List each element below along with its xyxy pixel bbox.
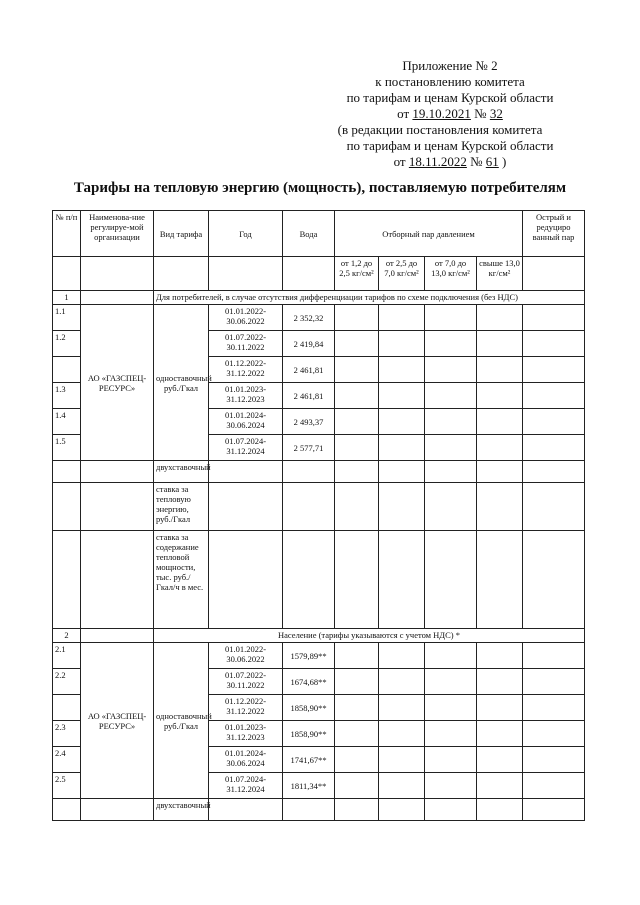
col-year: Год [209,211,283,257]
empty-cell [335,305,379,331]
empty-cell [425,383,477,409]
row-num: 2.3 [53,721,81,747]
tariff-type: одноставочный руб./Гкал [154,305,209,461]
tariff-type: одноставочный руб./Гкал [154,643,209,799]
decree-date: 19.10.2021 [412,106,471,121]
header-line: (в редакции постановления комитета [337,122,543,137]
header-row [53,211,585,257]
empty-cell [335,695,379,721]
empty-cell [209,483,283,531]
empty-cell [425,773,477,799]
empty-cell [81,531,154,629]
period: 01.07.2022-30.11.2022 [209,669,283,695]
empty-cell [283,531,335,629]
col-sharp: Острый и редуциро ванный пар [523,211,585,257]
empty-cell [379,799,425,821]
empty-cell [283,799,335,821]
org-name: АО «ГАЗСПЕЦ-РЕСУРС» [81,305,154,461]
empty-cell [81,629,154,643]
empty-cell [425,669,477,695]
water-value: 1858,90** [283,721,335,747]
empty-cell [477,531,523,629]
empty-cell [425,357,477,383]
row-num: 1.1 [53,305,81,331]
empty-cell [425,799,477,821]
empty-cell [477,773,523,799]
row-num: 1.3 [53,383,81,409]
empty-cell [477,305,523,331]
empty-cell [81,483,154,531]
section-num: 1 [53,291,81,305]
empty-cell [379,435,425,461]
period: 01.07.2024-31.12.2024 [209,773,283,799]
period: 01.01.2023-31.12.2023 [209,721,283,747]
empty-cell [335,531,379,629]
water-value: 1811,34** [283,773,335,799]
period: 01.07.2024-31.12.2024 [209,435,283,461]
empty-cell [425,409,477,435]
empty-cell [379,747,425,773]
empty-cell [523,331,585,357]
water-value: 1741,67** [283,747,335,773]
section-label: Для потребителей, в случае отсутствия дифференциации тарифов по схеме подключения (без НДС) [154,291,585,305]
col-org: Наименова-ние регулируе-мой организации [81,211,154,257]
water-value: 2 461,81 [283,357,335,383]
row-num: 2.5 [53,773,81,799]
empty-cell [523,695,585,721]
empty-cell [154,257,209,291]
empty-cell [477,669,523,695]
row-num [53,357,81,383]
empty-cell [425,747,477,773]
water-value: 2 419,84 [283,331,335,357]
empty-cell [523,383,585,409]
water-value: 1674,68** [283,669,335,695]
empty-cell [523,461,585,483]
section-num: 2 [53,629,81,643]
empty-cell [477,331,523,357]
water-value: 2 577,71 [283,435,335,461]
empty-cell [425,531,477,629]
empty-cell [209,257,283,291]
empty-cell [209,799,283,821]
section-label: Население (тарифы указываются с учетом НДС) * [154,629,585,643]
empty-cell [283,483,335,531]
empty-cell [425,643,477,669]
period: 01.01.2024-30.06.2024 [209,747,283,773]
table-row [53,305,585,331]
water-value: 1579,89** [283,643,335,669]
revision-date: 18.11.2022 [408,154,467,169]
empty-cell [81,257,154,291]
row-num: 1.5 [53,435,81,461]
empty-cell [477,643,523,669]
section-row [53,629,585,643]
empty-cell [379,531,425,629]
empty-cell [53,531,81,629]
empty-cell [379,305,425,331]
empty-cell [335,747,379,773]
empty-cell [425,331,477,357]
empty-cell [283,461,335,483]
tariff-type-two-rate: двухставочный [154,461,209,483]
empty-cell [477,383,523,409]
tariff-table [52,210,585,821]
col-p2: от 2,5 до 7,0 кг/см² [379,257,425,291]
empty-cell [335,643,379,669]
table-row [53,461,585,483]
header-line: по тарифам и ценам Курской области [346,138,554,153]
energy-rate-label: ставка за тепловую энергию, руб./Гкал [154,483,209,531]
period: 01.07.2022-30.11.2022 [209,331,283,357]
empty-cell [523,357,585,383]
empty-cell [379,669,425,695]
empty-cell [523,435,585,461]
power-rate-label: ставка за содержание тепловой мощности, тыс. руб./Гкал/ч в мес. [154,531,209,629]
period: 01.12.2022-31.12.2022 [209,357,283,383]
empty-cell [523,305,585,331]
empty-cell [379,695,425,721]
empty-cell [477,747,523,773]
empty-cell [335,799,379,821]
empty-cell [477,721,523,747]
empty-cell [477,483,523,531]
empty-cell [477,799,523,821]
row-num: 2.1 [53,643,81,669]
empty-cell [335,435,379,461]
empty-cell [53,799,81,821]
empty-cell [523,773,585,799]
page-title: Тарифы на тепловую энергию (мощность), поставляемую потребителям [73,180,567,196]
subheader-row [53,257,585,291]
period: 01.01.2022-30.06.2022 [209,305,283,331]
empty-cell [335,357,379,383]
empty-cell [53,461,81,483]
empty-cell [523,483,585,531]
empty-cell [379,409,425,435]
col-steam: Отборный пар давлением [335,211,523,257]
empty-cell [53,483,81,531]
empty-cell [335,331,379,357]
table-row [53,483,585,531]
empty-cell [425,695,477,721]
empty-cell [379,773,425,799]
empty-cell [477,357,523,383]
empty-cell [477,695,523,721]
empty-cell [523,721,585,747]
empty-cell [425,435,477,461]
period: 01.01.2022-30.06.2022 [209,643,283,669]
text: № [470,106,490,121]
text: от [393,154,409,169]
empty-cell [379,461,425,483]
empty-cell [425,483,477,531]
empty-cell [379,331,425,357]
empty-cell [523,669,585,695]
revision-number: 61 [485,154,499,169]
empty-cell [523,643,585,669]
empty-cell [523,257,585,291]
col-num: № п/п [53,211,81,257]
row-num: 2.2 [53,669,81,695]
header-line: по тарифам и ценам Курской области [346,90,554,105]
empty-cell [477,435,523,461]
col-p1: от 1,2 до 2,5 кг/см² [335,257,379,291]
revision-ref [320,154,580,170]
empty-cell [523,409,585,435]
period: 01.12.2022-31.12.2022 [209,695,283,721]
document-header [320,58,580,170]
tariff-type-two-rate: двухставочный [154,799,209,821]
water-value: 1858,90** [283,695,335,721]
org-name: АО «ГАЗСПЕЦ-РЕСУРС» [81,643,154,799]
row-num: 1.2 [53,331,81,357]
table-row [53,799,585,821]
table-row [53,531,585,629]
empty-cell [209,531,283,629]
empty-cell [477,461,523,483]
empty-cell [523,531,585,629]
period: 01.01.2024-30.06.2024 [209,409,283,435]
empty-cell [81,291,154,305]
empty-cell [379,643,425,669]
header-line: к постановлению комитета [375,74,525,89]
empty-cell [379,383,425,409]
col-type: Вид тарифа [154,211,209,257]
col-water: Вода [283,211,335,257]
empty-cell [425,721,477,747]
empty-cell [425,305,477,331]
empty-cell [335,483,379,531]
decree-ref [320,106,580,122]
empty-cell [335,461,379,483]
row-num [53,695,81,721]
water-value: 2 493,37 [283,409,335,435]
empty-cell [209,461,283,483]
empty-cell [477,409,523,435]
empty-cell [335,721,379,747]
appendix-label: Приложение № 2 [402,58,498,73]
empty-cell [335,383,379,409]
text: № [466,154,486,169]
section-row [53,291,585,305]
table-row [53,643,585,669]
period: 01.01.2023-31.12.2023 [209,383,283,409]
text: от [397,106,413,121]
empty-cell [53,257,81,291]
water-value: 2 461,81 [283,383,335,409]
empty-cell [335,669,379,695]
water-value: 2 352,32 [283,305,335,331]
row-num: 1.4 [53,409,81,435]
empty-cell [379,483,425,531]
empty-cell [379,357,425,383]
row-num: 2.4 [53,747,81,773]
empty-cell [335,773,379,799]
empty-cell [283,257,335,291]
decree-number: 32 [489,106,503,121]
empty-cell [425,461,477,483]
empty-cell [523,799,585,821]
empty-cell [335,409,379,435]
empty-cell [523,747,585,773]
col-p4: свыше 13,0 кг/см² [477,257,523,291]
empty-cell [81,799,154,821]
col-p3: от 7,0 до 13,0 кг/см² [425,257,477,291]
empty-cell [81,461,154,483]
empty-cell [379,721,425,747]
text: ) [498,154,507,169]
